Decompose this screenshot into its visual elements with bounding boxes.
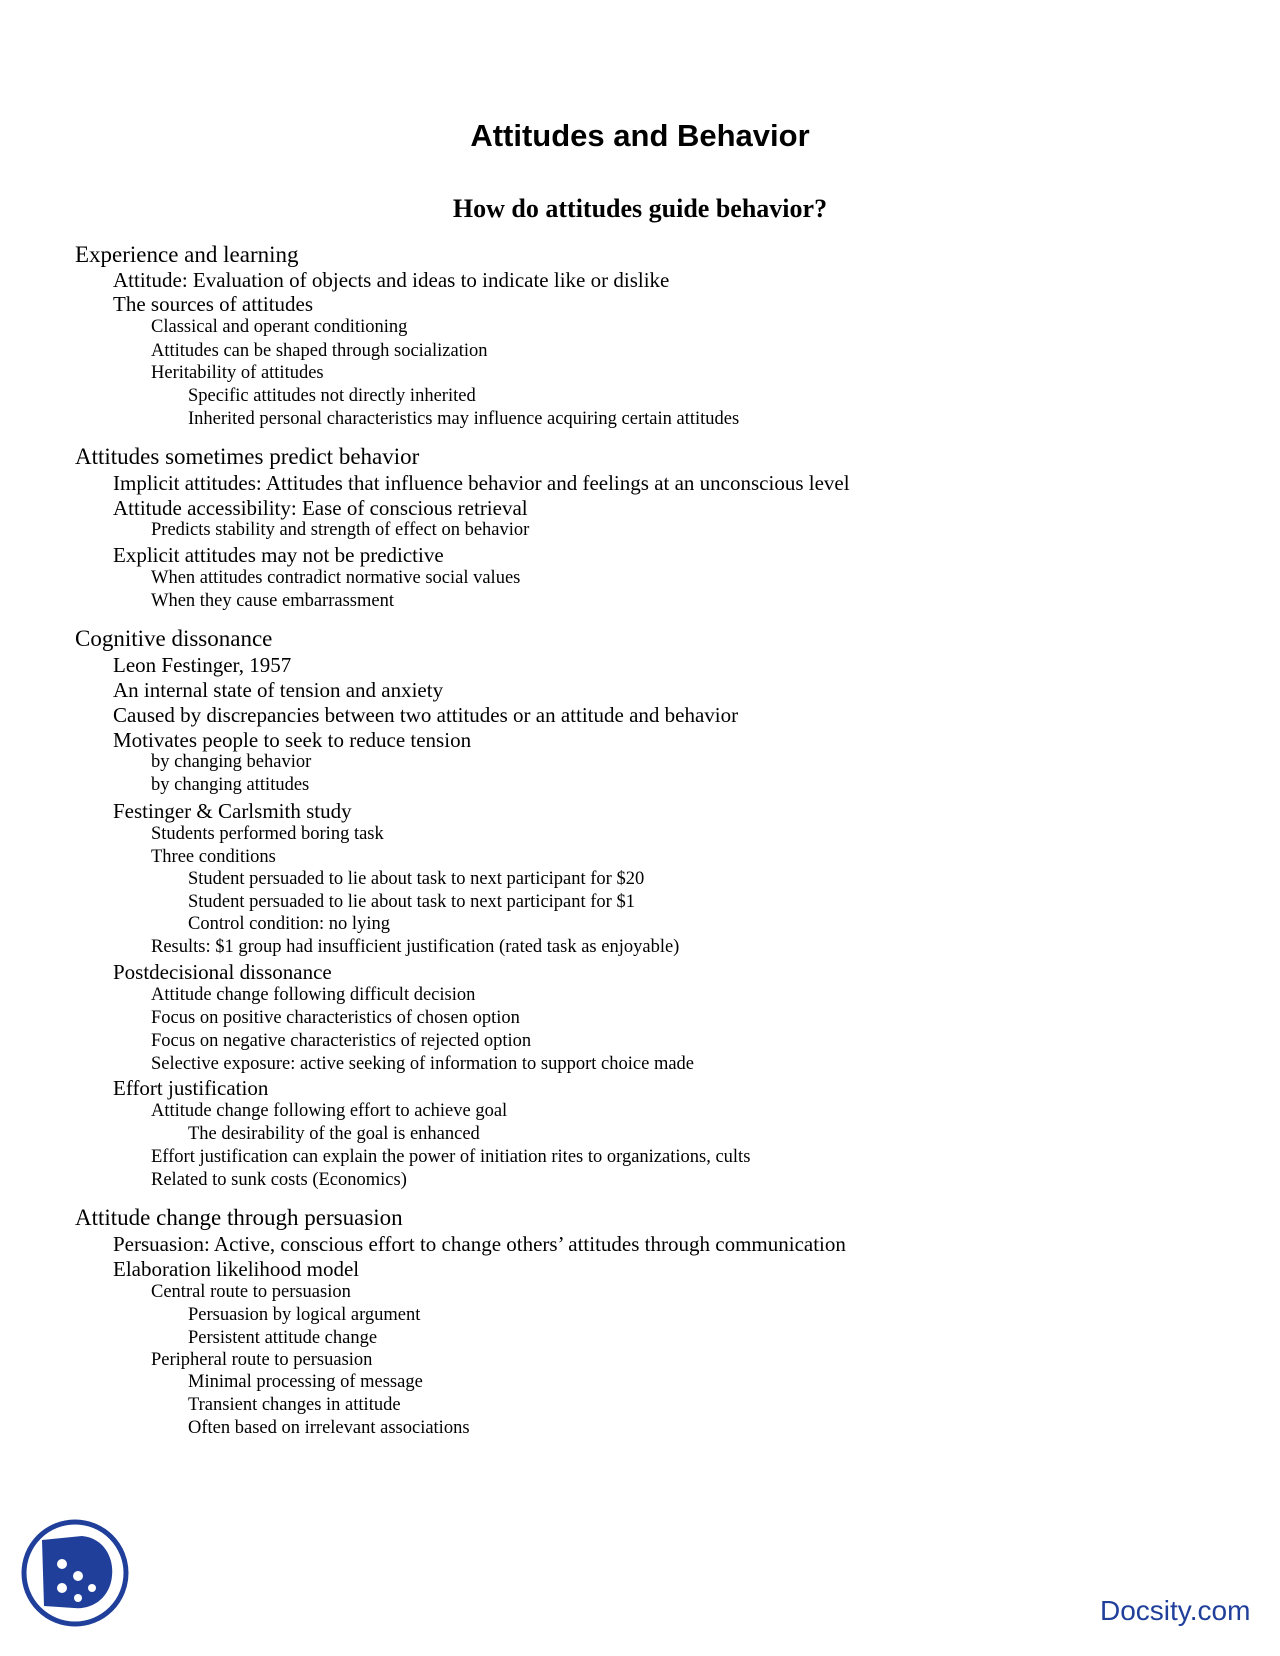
- page-title: Attitudes and Behavior: [470, 118, 810, 153]
- outline-item-level-1: Motivates people to seek to reduce tension: [113, 728, 472, 752]
- outline-item-level-2: When attitudes contradict normative social values: [151, 568, 521, 588]
- outline-item-level-2: by changing behavior: [151, 752, 312, 772]
- outline-item-level-2: Heritability of attitudes: [151, 363, 324, 383]
- outline-item-level-1: Explicit attitudes may not be predictive: [113, 543, 444, 567]
- page-subtitle: How do attitudes guide behavior?: [452, 194, 828, 223]
- outline-item-level-2: Focus on negative characteristics of rejected option: [151, 1031, 532, 1051]
- outline-item-level-2: Attitude change following difficult decision: [151, 985, 476, 1005]
- outline-item-level-3: Persistent attitude change: [188, 1328, 378, 1348]
- docsity-brand-link[interactable]: Docsity.com: [1100, 1595, 1251, 1626]
- outline-item-level-0: Attitude change through persuasion: [75, 1205, 403, 1230]
- outline-item-level-0: Attitudes sometimes predict behavior: [75, 444, 420, 469]
- outline-item-level-3: The desirability of the goal is enhanced: [188, 1124, 480, 1144]
- outline-item-level-1: Caused by discrepancies between two attitudes or an attitude and behavior: [113, 703, 739, 727]
- outline-item-level-2: Central route to persuasion: [151, 1282, 351, 1302]
- outline-item-level-3: Often based on irrelevant associations: [188, 1418, 470, 1438]
- outline-item-level-3: Student persuaded to lie about task to next participant for $1: [188, 892, 635, 912]
- outline-item-level-2: Predicts stability and strength of effect on behavior: [151, 520, 530, 540]
- outline-item-level-2: by changing attitudes: [151, 775, 310, 795]
- outline-item-level-2: When they cause embarrassment: [151, 591, 394, 611]
- outline-item-level-3: Transient changes in attitude: [188, 1395, 401, 1415]
- outline-item-level-3: Specific attitudes not directly inherited: [188, 386, 476, 406]
- outline-item-level-2: Related to sunk costs (Economics): [151, 1170, 407, 1190]
- outline-item-level-2: Attitudes can be shaped through socialization: [151, 341, 488, 361]
- outline-item-level-2: Effort justification can explain the power of initiation rites to organizations, cults: [151, 1147, 751, 1167]
- outline-item-level-1: Attitude accessibility: Ease of conscious retrieval: [113, 496, 528, 520]
- outline-item-level-2: Selective exposure: active seeking of information to support choice made: [151, 1054, 695, 1074]
- outline-item-level-3: Inherited personal characteristics may influence acquiring certain attitudes: [188, 409, 740, 429]
- outline-item-level-1: Persuasion: Active, conscious effort to change others’ attitudes through communication: [113, 1232, 846, 1256]
- outline-item-level-1: Postdecisional dissonance: [113, 960, 332, 984]
- outline-item-level-2: Classical and operant conditioning: [151, 317, 408, 337]
- outline-item-level-2: Students performed boring task: [151, 824, 384, 844]
- outline-item-level-1: Implicit attitudes: Attitudes that influence behavior and feelings at an unconscious level: [113, 471, 850, 495]
- outline-item-level-2: Peripheral route to persuasion: [151, 1350, 373, 1370]
- outline-item-level-3: Control condition: no lying: [188, 914, 390, 934]
- outline-item-level-2: Focus on positive characteristics of chosen option: [151, 1008, 520, 1028]
- outline-item-level-1: Leon Festinger, 1957: [113, 653, 292, 677]
- outline-item-level-3: Minimal processing of message: [188, 1372, 423, 1392]
- outline-item-level-2: Three conditions: [151, 847, 276, 867]
- outline-item-level-1: Effort justification: [113, 1076, 269, 1100]
- outline-item-level-1: Elaboration likelihood model: [113, 1257, 360, 1281]
- outline-item-level-1: Festinger & Carlsmith study: [113, 799, 352, 823]
- outline-item-level-1: An internal state of tension and anxiety: [113, 678, 444, 702]
- outline-item-level-2: Attitude change following effort to achieve goal: [151, 1101, 508, 1121]
- outline-item-level-1: The sources of attitudes: [113, 292, 314, 316]
- outline-item-level-0: Experience and learning: [75, 242, 299, 267]
- outline-item-level-3: Persuasion by logical argument: [188, 1305, 421, 1325]
- outline-item-level-3: Student persuaded to lie about task to next participant for $20: [188, 869, 645, 889]
- outline-item-level-1: Attitude: Evaluation of objects and ideas to indicate like or dislike: [113, 268, 670, 292]
- docsity-logo-icon: [20, 1518, 130, 1628]
- outline-item-level-0: Cognitive dissonance: [75, 626, 273, 651]
- outline-item-level-2: Results: $1 group had insufficient justification (rated task as enjoyable): [151, 937, 680, 957]
